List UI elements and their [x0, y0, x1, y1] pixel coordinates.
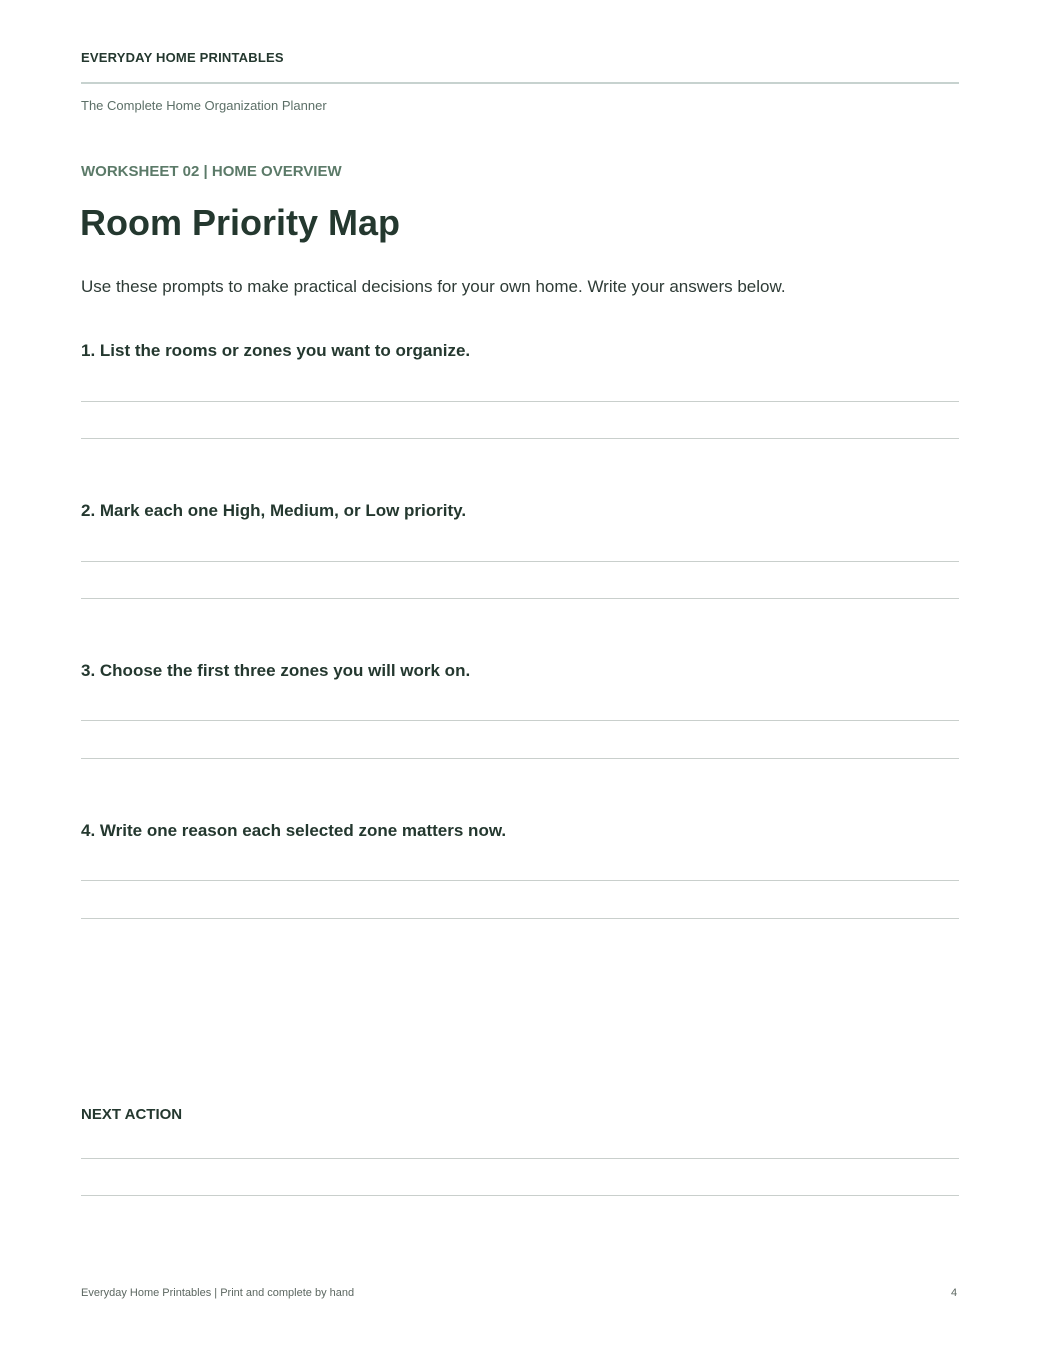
answer-line-2b[interactable] — [81, 598, 959, 599]
answer-line-4b[interactable] — [81, 918, 959, 919]
next-action-line-b[interactable] — [81, 1195, 959, 1196]
next-action-line-a[interactable] — [81, 1158, 959, 1159]
next-action-label: NEXT ACTION — [81, 1106, 183, 1123]
answer-line-3a[interactable] — [81, 720, 959, 721]
intro-text: Use these prompts to make practical decisions for your own home. Write your answers below. — [81, 277, 786, 296]
worksheet-label: WORKSHEET 02 | HOME OVERVIEW — [81, 163, 342, 180]
answer-line-3b[interactable] — [81, 758, 959, 759]
question-3: 3. Choose the first three zones you will work on. — [81, 661, 471, 680]
page-number: 4 — [951, 1287, 958, 1299]
answer-line-1b[interactable] — [81, 438, 959, 439]
answer-line-4a[interactable] — [81, 880, 959, 881]
question-2: 2. Mark each one High, Medium, or Low priority. — [81, 501, 467, 520]
footer-text: Everyday Home Printables | Print and complete by hand — [81, 1287, 355, 1299]
question-1: 1. List the rooms or zones you want to organize. — [81, 341, 471, 360]
answer-line-1a[interactable] — [81, 401, 959, 402]
answer-line-2a[interactable] — [81, 561, 959, 562]
planner-subtitle: The Complete Home Organization Planner — [81, 98, 327, 113]
brand-name: EVERYDAY HOME PRINTABLES — [81, 50, 284, 65]
question-4: 4. Write one reason each selected zone matters now. — [81, 821, 507, 840]
header-divider — [81, 82, 959, 84]
page-title: Room Priority Map — [80, 202, 401, 243]
